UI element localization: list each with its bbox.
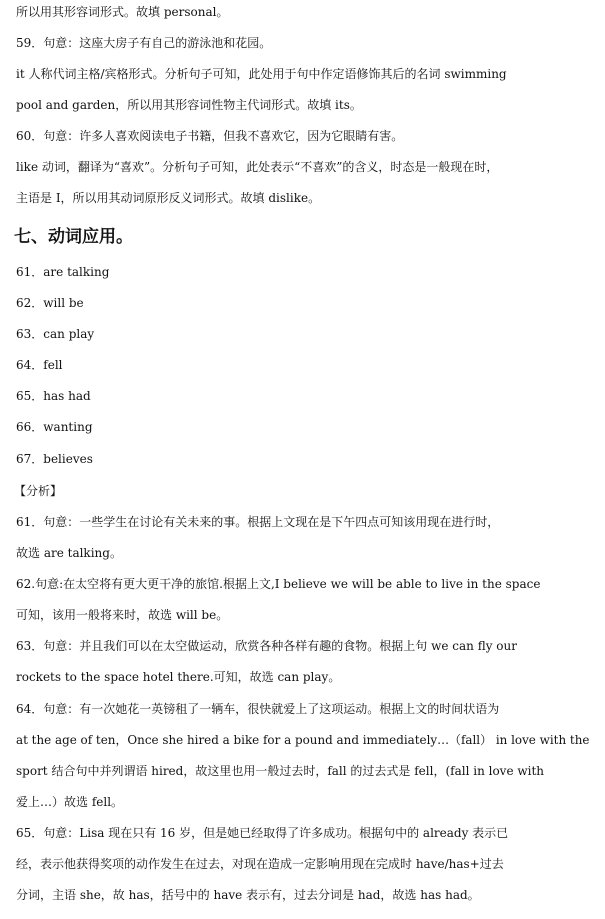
text-line: rockets to the space hotel there.可知，故选 can play。 [16, 670, 341, 684]
section-heading: 七、动词应用。 [14, 227, 133, 247]
text-line: 65．句意：Lisa 现在只有 16 岁，但是她已经取得了许多成功。根据句中的 already 表示已 [16, 826, 509, 840]
text-line: like 动词，翻译为“喜欢”。分析句子可知，此处表示“不喜欢”的含义，时态是一般现在时， [16, 160, 499, 174]
text-line: 爱上…）故选 fell。 [16, 795, 124, 809]
text-line: 59．句意：这座大房子有自己的游泳池和花园。 [16, 36, 272, 50]
text-line: 分词，主语 she，故 has，括号中的 have 表示有，过去分词是 had，故选 has had。 [16, 888, 480, 902]
answer-item: 63．can play [16, 327, 95, 341]
text-line: 63．句意：并且我们可以在太空做运动，欣赏各种各样有趣的食物。根据上句 we can fly our [16, 639, 517, 653]
text-line: 经，表示他获得奖项的动作发生在过去，对现在造成一定影响用现在完成时 have/has+过去 [16, 857, 504, 871]
analysis-label: 【分析】 [14, 484, 63, 498]
text-line: 60．句意：许多人喜欢阅读电子书籍，但我不喜欢它，因为它眼睛有害。 [16, 129, 404, 143]
text-line: sport 结合句中并列谓语 hired，故这里也用一般过去时，fall 的过去式是 fell，(fall in love with [16, 764, 545, 778]
answer-item: 61．are talking [16, 265, 110, 279]
answer-item: 67．believes [16, 452, 93, 466]
text-line: it 人称代词主格/宾格形式。分析句子可知，此处用于句中作定语修饰其后的名词 swimming [16, 67, 507, 81]
text-line: 64．句意：有一次她花一英镑租了一辆车，很快就爱上了这项运动。根据上文的时间状语为 [16, 702, 500, 716]
text-line: pool and garden，所以用其形容词性物主代词形式。故填 its。 [16, 98, 362, 112]
text-line: 62.句意:在太空将有更大更干净的旅馆.根据上文,I believe we will be able to live in the space [16, 577, 541, 591]
text-line: 61．句意：一些学生在讨论有关未来的事。根据上文现在是下午四点可知该用现在进行时， [16, 515, 500, 529]
text-line: 可知，该用一般将来时，故选 will be。 [16, 608, 229, 622]
answer-item: 65．has had [16, 389, 91, 403]
text-line: 所以用其形容词形式。故填 personal。 [16, 5, 229, 19]
text-line: 故选 are talking。 [16, 546, 122, 560]
answer-item: 62．will be [16, 296, 84, 310]
answer-item: 64．fell [16, 358, 63, 372]
answer-item: 66．wanting [16, 420, 93, 434]
text-line: at the age of ten，Once she hired a bike for a pound and immediately…（fall） in love with the [16, 733, 590, 747]
text-line: 主语是 I，所以用其动词原形反义词形式。故填 dislike。 [16, 191, 321, 205]
